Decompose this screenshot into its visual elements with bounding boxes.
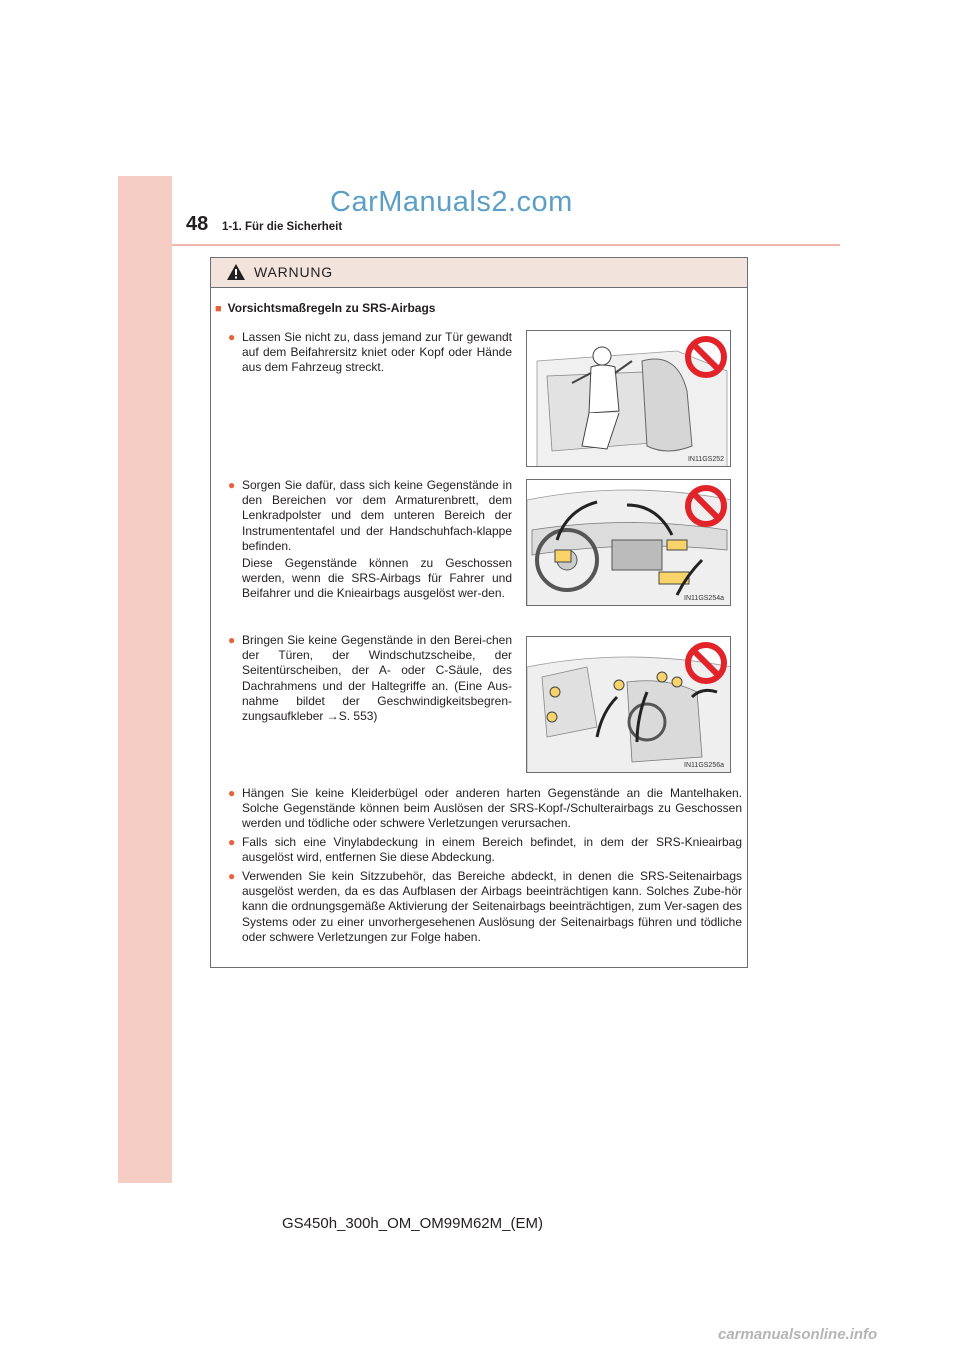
warning-title: WARNUNG <box>254 264 333 280</box>
watermark-bottom[interactable]: carmanualsonline.info <box>718 1326 878 1343</box>
subheading <box>215 301 435 315</box>
prohibition-icon <box>684 641 728 685</box>
header-rule <box>172 244 840 246</box>
page-number: 48 <box>186 213 209 235</box>
prohibition-icon <box>684 335 728 379</box>
bullet-dot-icon: ● <box>228 330 236 344</box>
figure-label: IN11GS256a <box>684 762 724 769</box>
bullet-text: Falls sich eine Vinylabdeckung in einem Bereich befindet, in dem der SRS-Knieairbag ausgelöst wird, entfernen Sie diese Abdeckung. <box>242 835 742 865</box>
watermark-top[interactable]: CarManuals2.com <box>330 186 573 218</box>
bullet-item <box>228 786 742 832</box>
bullet-item <box>228 330 512 376</box>
bullet-text: Diese Gegenstände können zu Geschossen werden, wenn die SRS-Airbags für Fahrer und Beifahrer und die Knieairbags ausgelöst wer-den. <box>242 556 512 601</box>
bullet-text: Lassen Sie nicht zu, dass jemand zur Tür gewandt auf dem Beifahrersitz kniet oder Kopf oder Hände aus dem Fahrzeug streckt. <box>242 330 512 375</box>
bullet-item <box>228 869 742 945</box>
figure-kneeling-passenger <box>526 330 731 467</box>
bullet-item <box>228 478 512 554</box>
figure-dashboard-objects <box>526 479 731 606</box>
bullet-item <box>228 835 742 865</box>
prohibition-icon <box>684 484 728 528</box>
subheading-text: Vorsichtsmaßregeln zu SRS-Airbags <box>227 301 436 315</box>
figure-label: IN11GS254a <box>684 595 724 602</box>
warning-triangle-icon <box>226 263 246 286</box>
section-title: 1-1. Für die Sicherheit <box>222 221 343 233</box>
bullet-item <box>228 633 512 724</box>
bullet-dot-icon: ● <box>228 633 236 647</box>
bullet-dot-icon: ● <box>228 835 236 849</box>
bullet-dot-icon: ● <box>228 786 236 800</box>
square-bullet-icon: ■ <box>215 303 222 315</box>
bullet-text: Bringen Sie keine Gegenstände in den Berei-chen der Türen, der Windschutzscheibe, der Seitentürscheiben, der A- oder C-Säule, des Dachrahmens und der Haltegriffe an. (Eine Aus-nahme bildet der Geschwindigkeitsbegren-zungsaufkleber →S. 553) <box>242 633 512 724</box>
warning-header <box>211 258 747 288</box>
bullet-dot-icon: ● <box>228 869 236 883</box>
figure-cabin-pillars <box>526 636 731 773</box>
bullet-text: Sorgen Sie dafür, dass sich keine Gegenstände in den Bereichen vor dem Armaturenbrett, dem Lenkradpolster und dem unteren Bereich der Instrumententafel und der Handschuhfach-klappe befinden. <box>242 478 512 553</box>
side-strip <box>118 176 172 1183</box>
figure-label: IN11GS252 <box>687 456 724 463</box>
bullet-text: Verwenden Sie kein Sitzzubehör, das Bereiche abdeckt, in denen die SRS-Seitenairbags ausgelöst werden, da es das Aufblasen der Airbags beeinträchtigen kann. Solches Zube-hör kann die ordnungsgemäße Aktivierung der Seitenairbags beeinträchtigen, zum Ver-sagen des Systems oder zu einer unvorhergesehenen Auslösung der Seitenairbags führen und tödliche oder schwere Verletzungen zur Folge haben. <box>242 869 742 944</box>
bullet-dot-icon: ● <box>228 478 236 492</box>
bullet-text: Hängen Sie keine Kleiderbügel oder anderen harten Gegenstände an die Mantelhaken. Solche Gegenstände können beim Auslösen der SRS-Kopf-/Schulterairbags zu Geschossen werden und tödliche oder schwere Verletzungen verursachen. <box>242 786 742 831</box>
bullet-continuation <box>228 556 512 602</box>
footer-code: GS450h_300h_OM_OM99M62M_(EM) <box>282 1215 543 1232</box>
